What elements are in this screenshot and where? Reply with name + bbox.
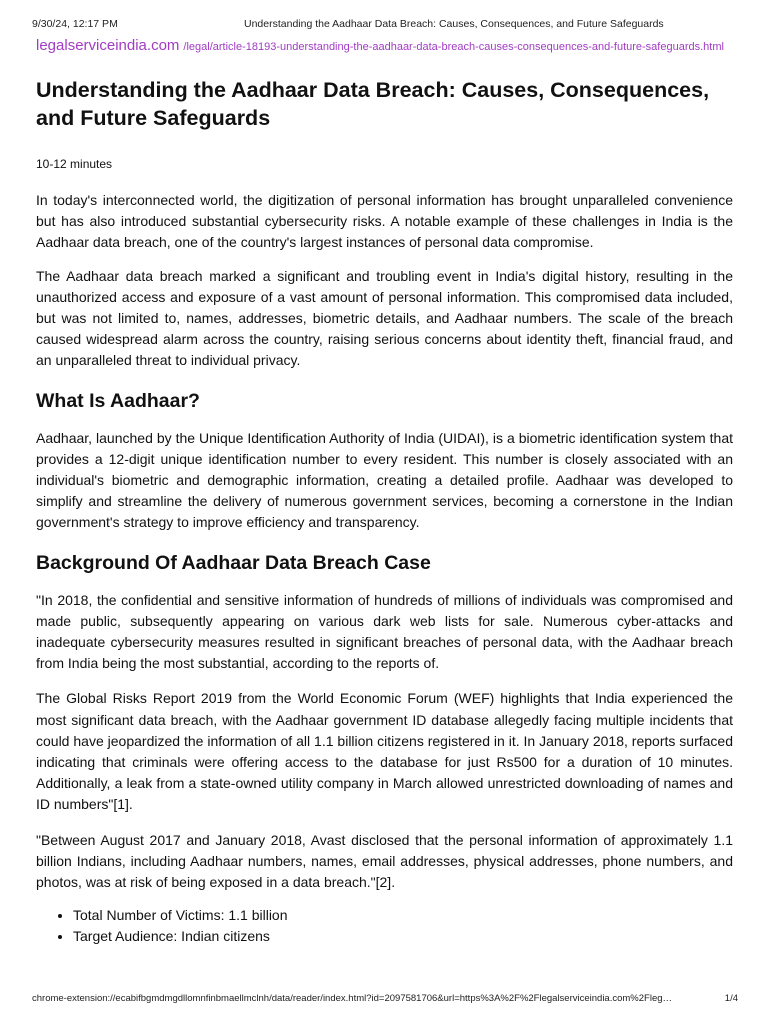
print-datetime: 9/30/24, 12:17 PM	[32, 18, 118, 30]
background-paragraph-3: "Between August 2017 and January 2018, Avast disclosed that the personal information of approximately 1.1 billion Indians, including Aadhaar numbers, names, email addresses, physical addresses, phone numbers, and photos, was at risk of being exposed in a data breach."[2].	[36, 831, 733, 891]
article	[36, 76, 733, 948]
source-domain[interactable]: legalserviceindia.com	[36, 37, 180, 54]
background-paragraph-1: "In 2018, the confidential and sensitive information of hundreds of millions of individuals was compromised and made public, subsequently appearing on various dark web lists for sale. Numerous cyber-attacks and inadequate cybersecurity measures resulted in significant breaches of personal data, with the Aadhaar breach from India being the most substantial, according to the reports of.	[36, 591, 733, 672]
section-heading-background: Background Of Aadhaar Data Breach Case	[36, 551, 431, 574]
background-paragraph-2: The Global Risks Report 2019 from the World Economic Forum (WEF) highlights that India experienced the most significant data breach, with the Aadhaar government ID database allegedly facing multiple incidents that could have jeopardized the information of all 1.1 billion citizens registered in it. In January 2018, reports surfaced indicating that criminals were offering access to the database for just Rs500 for a duration of 10 minutes. Additionally, a leak from a state-owned utility company in March allowed unrestricted downloading of names and ID numbers"[1].	[36, 690, 733, 813]
breach-facts-list	[36, 905, 733, 947]
article-title: Understanding the Aadhaar Data Breach: Causes, Consequences, and Future Safeguards	[36, 78, 710, 130]
print-page-title: Understanding the Aadhaar Data Breach: Causes, Consequences, and Future Safeguards	[244, 18, 664, 30]
source-path[interactable]: /legal/article-18193-understanding-the-aadhaar-data-breach-causes-consequences-and-future-safeguards.html	[183, 41, 724, 53]
reading-time: 10-12 minutes	[36, 157, 113, 171]
source-link[interactable]	[36, 37, 724, 55]
page-number: 1/4	[724, 993, 738, 1004]
print-header	[0, 18, 768, 32]
intro-paragraph-1: In today's interconnected world, the digitization of personal information has brought unparalleled convenience but has also introduced substantial cybersecurity risks. A notable example of these challenges in India is the Aadhaar data breach, one of the country's largest instances of personal data compromise.	[36, 192, 733, 251]
intro-paragraph-2: The Aadhaar data breach marked a significant and troubling event in India's digital history, resulting in the unauthorized access and exposure of a vast amount of personal information. This compromised data included, but was not limited to, names, addresses, biometric details, and Aadhaar numbers. The scale of the breach caused widespread alarm across the country, raising serious concerns about identity theft, financial fraud, and an unparalleled threat to individual privacy.	[36, 267, 733, 369]
print-footer	[0, 993, 768, 1007]
list-item: • Total Number of Victims: 1.1 billion	[73, 905, 733, 926]
footer-url: chrome-extension://ecabifbgmdmgdllomnfinbmaellmclnh/data/reader/index.html?id=2097581706&url=https%3A%2F%2Flegalserviceindia.com%2Fleg…	[32, 993, 673, 1004]
what-is-aadhaar-paragraph: Aadhaar, launched by the Unique Identification Authority of India (UIDAI), is a biometric identification system that provides a 12-digit unique identification number to every resident. This number is closely associated with an individual's biometric and demographic information, creating a detailed profile. Aadhaar was developed to simplify and streamline the delivery of numerous government services, becoming a cornerstone in the Indian government's strategy to improve efficiency and transparency.	[36, 429, 733, 531]
section-heading-what-is-aadhaar: What Is Aadhaar?	[36, 389, 200, 412]
list-item: • Target Audience: Indian citizens	[73, 926, 733, 947]
